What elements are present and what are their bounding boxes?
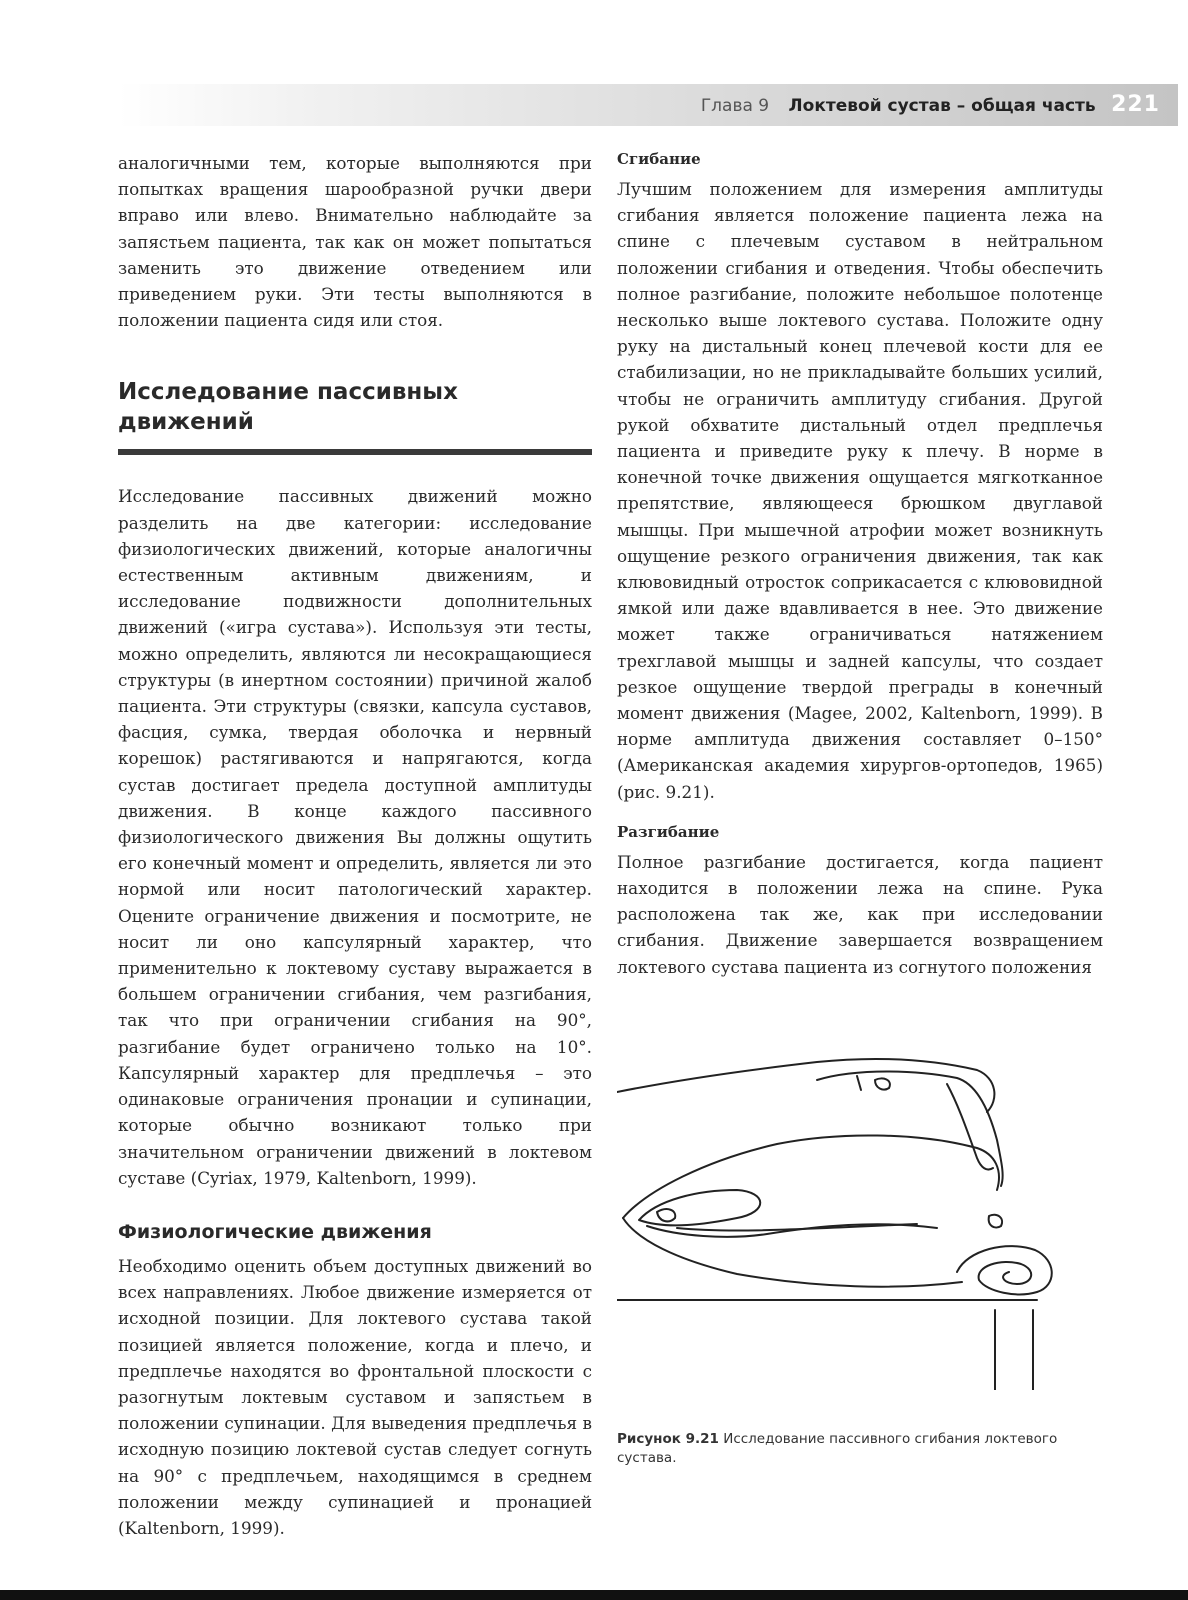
forearm-lower — [623, 1218, 962, 1287]
caption-text: Исследование пассивного сгибания локтевого сустава. — [617, 1431, 1058, 1466]
chapter-title: Локтевой сустав – общая часть — [788, 96, 1096, 116]
section-rule — [118, 449, 592, 455]
section-heading: Исследование пассивных движений — [118, 379, 458, 436]
extension-paragraph: Полное разгибание достигается, когда пациент находится в положении лежа на спине. Рука расположена так же, как при исследовании сгибания. Движение завершается возвращением локтевого сустава пациента из согнутого положения — [617, 851, 1103, 977]
forearm-outline — [623, 1135, 999, 1218]
physiological-heading: Физиологические движения — [118, 1220, 432, 1243]
page-number: 221 — [1111, 92, 1160, 117]
left-column — [118, 150, 592, 1541]
figure-caption — [617, 1430, 1103, 1468]
intro-paragraph: аналогичными тем, которые выполняются при попытках вращения шарообразной ручки двери вправо или влево. Внимательно наблюдайте за запястьем пациента, так как он может попытаться заменить это движение отведением или приведением руки. Эти тесты выполняются в положении пациента сидя или стоя. — [118, 153, 592, 331]
physiological-paragraph: Необходимо оценить объем доступных движений во всех направлениях. Любое движение измеряется от исходной позиции. Для локтевого сустава такой позицией является положение, когда и плечо, и предплечье находятся во фронтальной плоскости с разогнутым локтевым суставом и запястьем в положении супинации. Для выведения предплечья в исходную позицию локтевой сустав следует согнуть на 90° с предплечьем, находящимся в среднем положении между супинацией и пронацией (Kaltenborn, 1999). — [118, 1255, 592, 1538]
flexion-paragraph: Лучшим положением для измерения амплитуды сгибания является положение пациента лежа на спине с плечевым суставом в нейтральном положении сгибания и отведения. Чтобы обеспечить полное разгибание, положите небольшое полотенце несколько выше локтевого сустава. Положите одну руку на дистальный конец плечевой кости для ее стабилизации, но не прикладывайте больших усилий, чтобы не ограничить амплитуду сгибания. Другой рукой обхватите дистальный отдел предплечья пациента и приведите руку к плечу. В норме в конечной точке движения ощущается мягкотканное препятствие, являющееся брюшком двуглавой мышцы. При мышечной атрофии может возникнуть ощущение резкого ограничения движения, так как клювовидный отросток соприкасается с клювовидной ямкой или даже вдавливается в нее. Это движение может также ограничиваться натяжением трехглавой мышцы и задней капсулы, что создает резкое ощущение твердой преграды в конечный момент движения (Magee, 2002, Kaltenborn, 1999). В норме амплитуда движения составляет 0–150° (Американская академия хирургов-ортопедов, 1965) (рис. 9.21). — [617, 179, 1103, 802]
examiner-finger — [947, 1084, 993, 1170]
right-column — [617, 150, 1103, 980]
patient-hand — [639, 1190, 760, 1225]
towel-roll — [957, 1246, 1052, 1294]
passive-paragraph: Исследование пассивных движений можно разделить на две категории: исследование физиологических движений, которые аналогичны естественным активным движениям, и исследование подвижности дополнительных движений («игра сустава»). Используя эти тесты, можно определить, являются ли несокращающиеся структуры (в инертном состоянии) причиной жалоб пациента. Эти структуры (связки, капсула суставов, фасция, сумка, твердая оболочка и нервный корешок) растягиваются и напрягаются, когда сустав достигает предела доступной амплитуды движения. В конце каждого пассивного физиологического движения Вы должны ощутить его конечный момент и определить, является ли это нормой или носит патологический характер. Оцените ограничение движения и посмотрите, не носит ли оно капсулярный характер, что применительно к локтевому суставу выражается в большем ограничении сгибания, чем разгибания, так что при ограничении сгибания на 90°, разгибание будет ограничено только на 10°. Капсулярный характер для предплечья – это одинаковые ограничения пронации и супинации, которые обычно возникают только при значительном ограничении движений в локтевом суставе (Cyriax, 1979, Kaltenborn, 1999). — [118, 486, 592, 1188]
patient-palm — [647, 1224, 937, 1237]
flexion-illustration — [617, 1040, 1103, 1390]
extension-heading: Разгибание — [617, 822, 720, 841]
bottom-edge — [0, 1590, 1188, 1600]
chapter-label: Глава 9 — [700, 96, 770, 116]
flexion-heading: Сгибание — [617, 150, 701, 168]
fingernail — [875, 1078, 890, 1089]
upper-arm-outline — [617, 1059, 994, 1112]
caption-label: Рисунок 9.21 — [617, 1431, 719, 1447]
examiner-hand-outline — [817, 1072, 1003, 1187]
running-head — [701, 92, 1160, 117]
